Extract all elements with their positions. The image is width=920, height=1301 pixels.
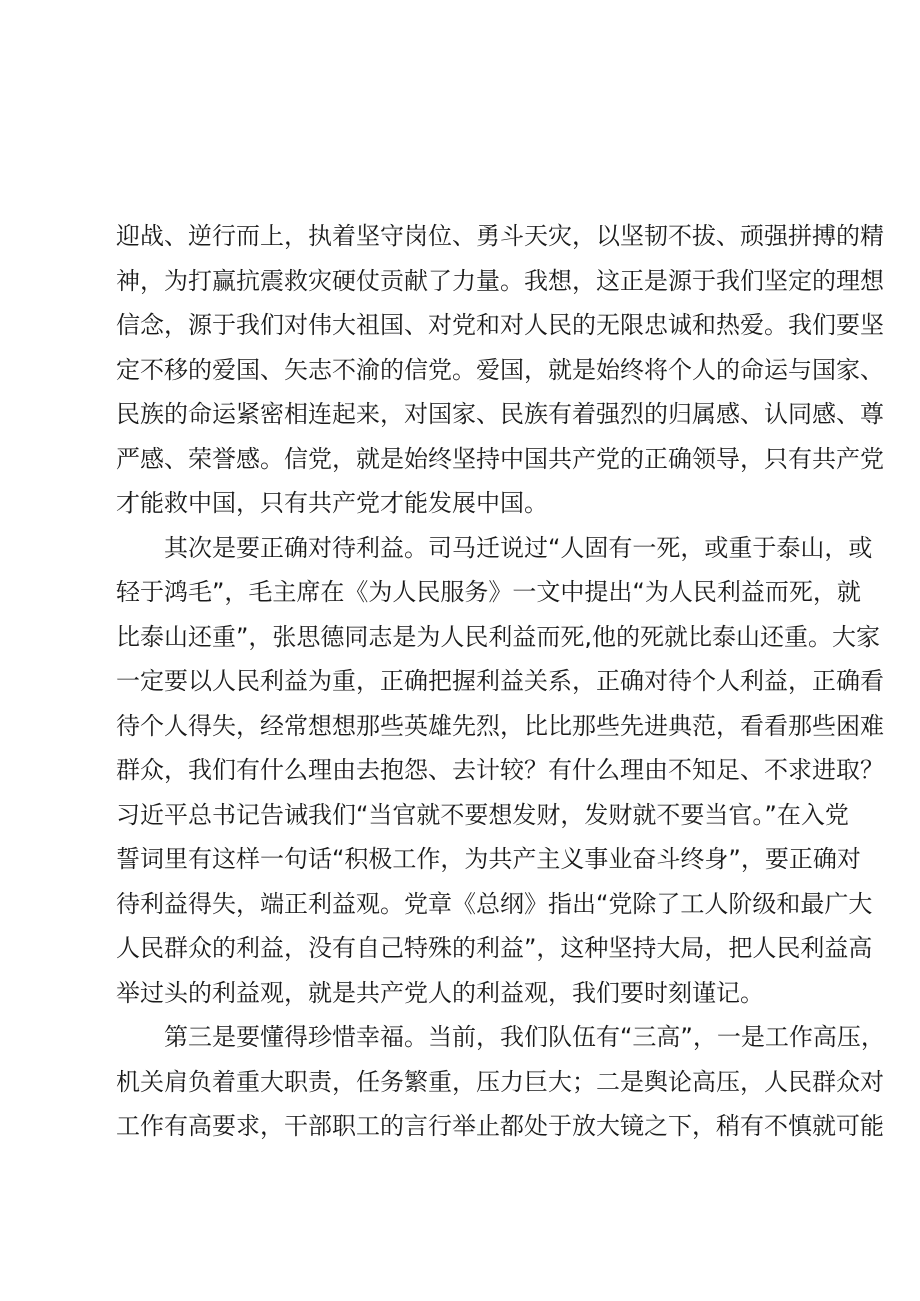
text-line: 民族的命运紧密相连起来，对国家、民族有着强烈的归属感、认同感、尊 [116, 400, 884, 428]
text-line: 工作有高要求，干部职工的言行举止都处于放大镜之下，稍有不慎就可能 [116, 1112, 884, 1140]
paragraph-2 [116, 526, 884, 1016]
text-line: 一定要以人民利益为重，正确把握利益关系，正确对待个人利益，正确看 [116, 667, 884, 695]
text-line: 誓词里有这样一句话“积极工作，为共产主义事业奋斗终身”，要正确对 [116, 845, 861, 873]
paragraph-3 [116, 1015, 885, 1149]
text-line: 待个人得失，经常想想那些英雄先烈，比比那些先进典范，看看那些困难 [116, 711, 884, 740]
text-line: 举过头的利益观，就是共产党人的利益观，我们要时刻谨记。 [116, 978, 764, 1007]
text-line: 第三是要懂得珍惜幸福。当前，我们队伍有“三高”，一是工作高压， [116, 1023, 885, 1051]
text-line: 习近平总书记告诫我们“当官就不要想发财，发财就不要当官。”在入党 [116, 800, 849, 829]
text-line: 其次是要正确对待利益。司马迁说过“人固有一死，或重于泰山，或 [116, 533, 873, 562]
text-line: 迎战、逆行而上，执着坚守岗位、勇斗天灾，以坚韧不拔、顽强拼搏的精 [116, 222, 884, 250]
text-line: 人民群众的利益，没有自己特殊的利益”，这种坚持大局，把人民利益高 [116, 934, 873, 962]
text-line: 定不移的爱国、矢志不渝的信党。爱国，就是始终将个人的命运与国家、 [116, 355, 884, 384]
paragraph-1 [116, 214, 884, 526]
text-line: 群众，我们有什么理由去抱怨、去计较？有什么理由不知足、不求进取？ [116, 756, 884, 784]
text-line: 信念，源于我们对伟大祖国、对党和对人民的无限忠诚和热爱。我们要坚 [116, 311, 884, 339]
text-line: 轻于鸿毛”，毛主席在《为人民服务》一文中提出“为人民利益而死，就 [116, 578, 861, 606]
text-line: 机关肩负着重大职责，任务繁重，压力巨大；二是舆论高压，人民群众对 [116, 1067, 884, 1096]
text-line: 比泰山还重”，张思德同志是为人民利益而死,他的死就比泰山还重。大家 [116, 622, 881, 651]
text-line: 待利益得失，端正利益观。党章《总纲》指出“党除了工人阶级和最广大 [116, 889, 873, 918]
document-body [116, 214, 885, 1149]
text-line: 神，为打赢抗震救灾硬仗贡献了力量。我想，这正是源于我们坚定的理想 [116, 266, 884, 295]
text-line: 才能救中国，只有共产党才能发展中国。 [116, 489, 548, 517]
text-line: 严感、荣誉感。信党，就是始终坚持中国共产党的正确领导，只有共产党 [116, 444, 884, 473]
